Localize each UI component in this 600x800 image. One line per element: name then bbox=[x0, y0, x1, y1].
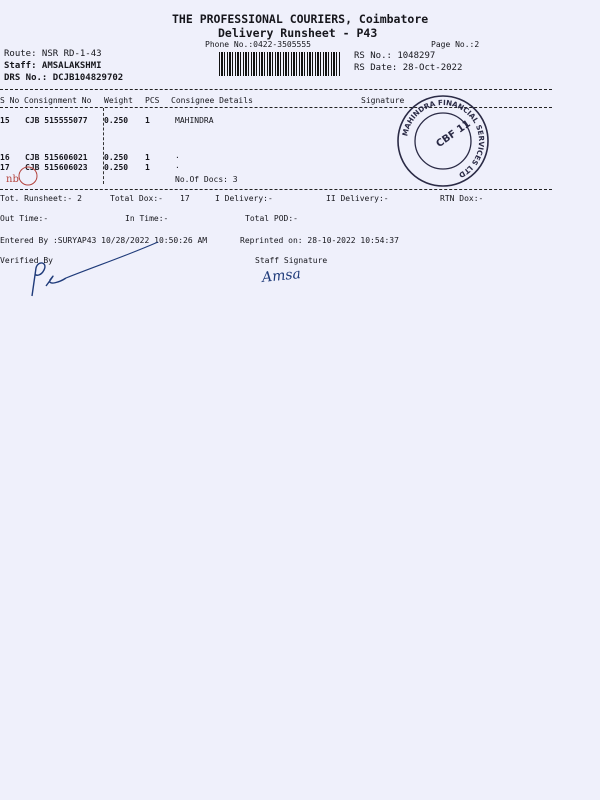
total-pod: Total POD:- bbox=[245, 214, 298, 223]
row-weight: 0.250 bbox=[104, 153, 129, 162]
document-title: Delivery Runsheet - P43 bbox=[218, 26, 378, 40]
row-sno: 17 bbox=[0, 163, 10, 172]
second-delivery: II Delivery:- bbox=[326, 194, 389, 203]
reprinted-on: Reprinted on: 28-10-2022 10:54:37 bbox=[240, 236, 399, 245]
staff-signature-label: Staff Signature bbox=[255, 256, 328, 265]
company-name: THE PROFESSIONAL COURIERS, Coimbatore bbox=[172, 12, 429, 26]
handwritten-mark bbox=[4, 164, 44, 188]
divider bbox=[0, 89, 552, 90]
company-stamp bbox=[388, 92, 498, 190]
row-consignee: . bbox=[175, 151, 180, 160]
rs-number: RS No.: 1048297 bbox=[354, 51, 436, 61]
staff-signed-name: Amsa bbox=[261, 266, 302, 286]
row-consignment: CJB 515606021 bbox=[25, 153, 88, 162]
rtn-dox: RTN Dox:- bbox=[440, 194, 484, 203]
row-weight: 0.250 bbox=[104, 163, 129, 172]
out-time: Out Time:- bbox=[0, 214, 49, 223]
staff-name: Staff: AMSALAKSHMI bbox=[4, 61, 102, 71]
column-rule bbox=[103, 108, 104, 184]
row-consignee: MAHINDRA bbox=[175, 116, 214, 125]
row-weight: 0.250 bbox=[104, 116, 129, 125]
column-consignment: Consignment No bbox=[24, 96, 92, 105]
total-dox-value: 17 bbox=[180, 194, 190, 203]
row-sno: 15 bbox=[0, 116, 10, 125]
row-consignee: . bbox=[175, 161, 180, 170]
row-sno: 16 bbox=[0, 153, 10, 162]
page-number: Page No.:2 bbox=[431, 40, 480, 49]
first-delivery: I Delivery:- bbox=[215, 194, 273, 203]
total-dox-label: Total Dox:- bbox=[110, 194, 163, 203]
column-signature: Signature bbox=[361, 96, 405, 105]
drs-number: DRS No.: DCJB104829702 bbox=[4, 73, 124, 83]
row-pcs: 1 bbox=[145, 163, 150, 172]
no-of-docs: No.Of Docs: 3 bbox=[175, 175, 238, 184]
row-consignment: CJB 515555077 bbox=[25, 116, 88, 125]
row-consignment: CJB 515606023 bbox=[25, 163, 88, 172]
column-pcs: PCS bbox=[145, 96, 160, 105]
column-consignee: Consignee Details bbox=[171, 96, 253, 105]
row-pcs: 1 bbox=[145, 116, 150, 125]
handwritten-note: nb bbox=[6, 174, 19, 185]
total-runsheet: Tot. Runsheet:- 2 bbox=[0, 194, 82, 203]
barcode bbox=[219, 52, 341, 76]
in-time: In Time:- bbox=[125, 214, 169, 223]
row-pcs: 1 bbox=[145, 153, 150, 162]
entered-by: Entered By :SURYAP43 10/28/2022 10:50:26 AM bbox=[0, 236, 208, 245]
column-weight: Weight bbox=[104, 96, 133, 105]
stamp-outer-text: MAHINDRA FINANCIAL SERVICES LTD bbox=[400, 97, 487, 180]
rs-date: RS Date: 28-Oct-2022 bbox=[354, 63, 463, 73]
divider bbox=[0, 189, 552, 190]
verified-by-label: Verified By bbox=[0, 256, 53, 265]
stamp-inner-text: CBF 11 bbox=[434, 118, 473, 150]
route: Route: NSR RD-1-43 bbox=[4, 49, 102, 59]
phone-number: Phone No.:0422-3505555 bbox=[205, 40, 311, 49]
column-sno: S No bbox=[0, 96, 20, 105]
verifier-signature bbox=[26, 238, 166, 300]
